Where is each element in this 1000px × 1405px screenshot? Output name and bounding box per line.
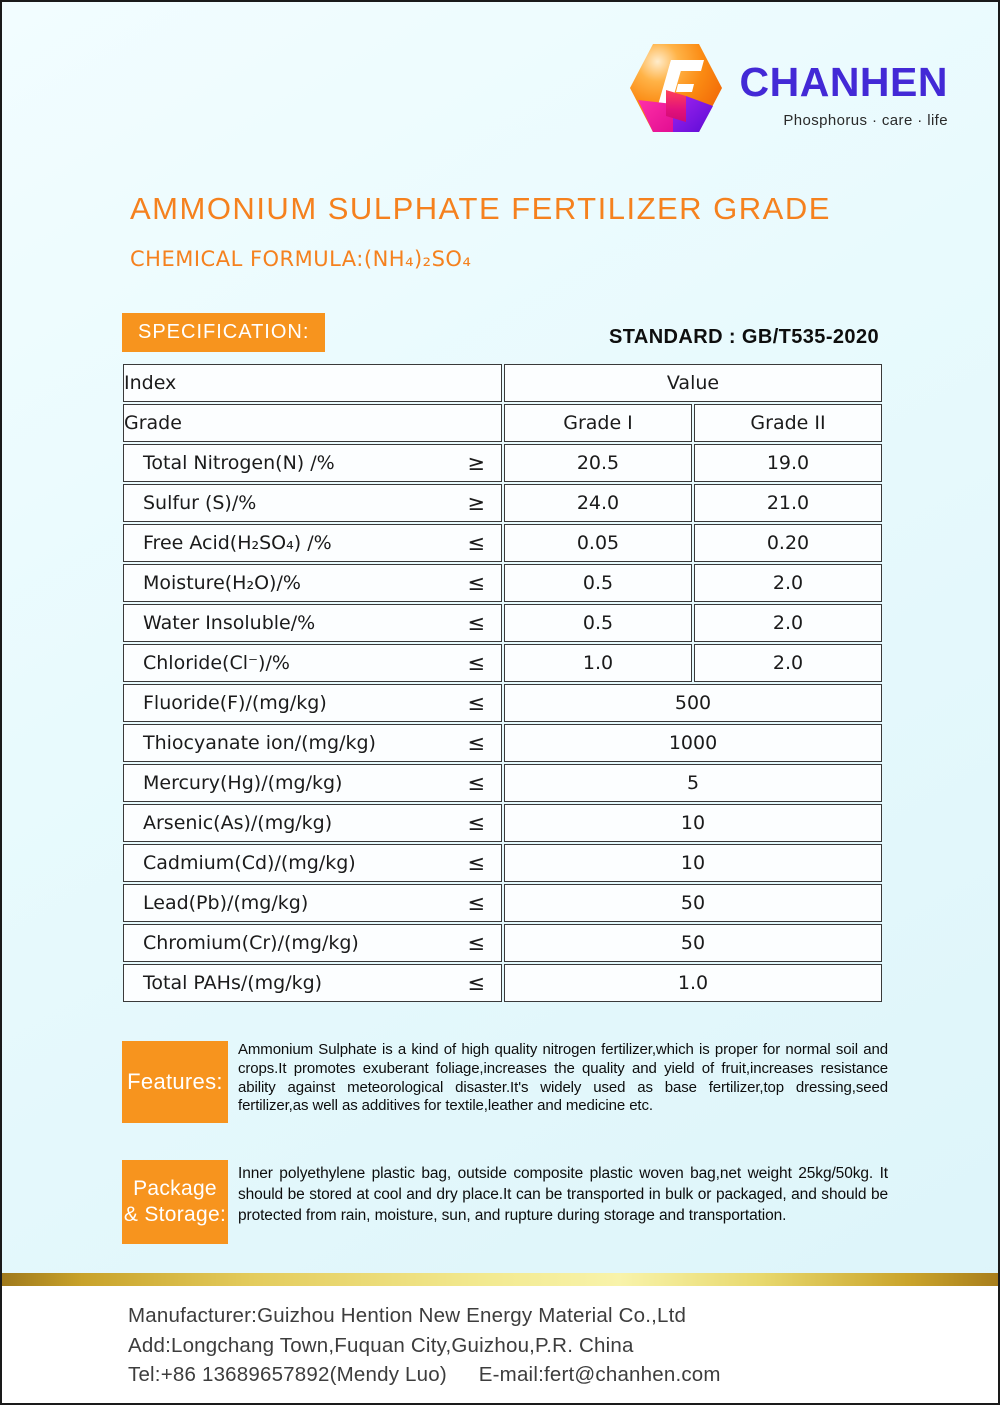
spec-table: [121, 362, 884, 1004]
grade2-value-cell: 2.0: [694, 644, 882, 682]
manufacturer-line: Manufacturer:Guizhou Hention New Energy Material Co.,Ltd: [128, 1304, 687, 1327]
grade2-value-cell: 2.0: [694, 604, 882, 642]
row-label: Total PAHs/(mg/kg): [143, 972, 323, 994]
features-badge: [122, 1041, 228, 1123]
grade1-value-cell: 0.05: [504, 524, 692, 562]
grade1-value-cell: 20.5: [504, 444, 692, 482]
table-row: [123, 964, 882, 1002]
index-cell: [123, 964, 502, 1002]
index-cell: [123, 924, 502, 962]
value-header: Value: [504, 364, 882, 402]
row-label: Lead(Pb)/(mg/kg): [143, 892, 309, 914]
table-row: [123, 604, 882, 642]
grade-label: Grade: [123, 404, 502, 442]
table-row: [123, 484, 882, 522]
comparison-symbol: ≤: [467, 771, 486, 795]
merged-value-cell: 1000: [504, 724, 882, 762]
index-cell: [123, 884, 502, 922]
gold-divider: [2, 1273, 998, 1286]
index-cell: [123, 644, 502, 682]
index-header: Index: [123, 364, 502, 402]
table-row: [123, 844, 882, 882]
features-badge-label: Features:: [127, 1069, 223, 1095]
brand-tagline: Phosphorus · care · life: [783, 112, 948, 129]
comparison-symbol: ≤: [467, 731, 486, 755]
grade1-header: Grade I: [504, 404, 692, 442]
grade2-value-cell: 2.0: [694, 564, 882, 602]
index-cell: [123, 524, 502, 562]
comparison-symbol: ≤: [467, 931, 486, 955]
contact-line: [128, 1360, 998, 1390]
features-text: Ammonium Sulphate is a kind of high quality nitrogen fertilizer,which is proper for normal soil and crops.It promotes exuberant foliage,increases the quality and yield of fruit,increases resistance ability against meteorological disaster.It's widely used as base fertilizer,top dressing,seed fertilizer,as well as additives for textile,leather and medicine etc.: [238, 1041, 888, 1115]
comparison-symbol: ≤: [467, 811, 486, 835]
comparison-symbol: ≤: [467, 691, 486, 715]
grade1-value-cell: 0.5: [504, 564, 692, 602]
row-label: Mercury(Hg)/(mg/kg): [143, 772, 343, 794]
index-cell: [123, 844, 502, 882]
comparison-symbol: ≤: [467, 891, 486, 915]
row-label: Moisture(H₂O)/%: [143, 572, 301, 594]
comparison-symbol: ≤: [467, 571, 486, 595]
table-row: [123, 884, 882, 922]
grade2-value-cell: 0.20: [694, 524, 882, 562]
table-header-row: [123, 364, 882, 402]
table-row: [123, 804, 882, 842]
merged-value-cell: 10: [504, 804, 882, 842]
comparison-symbol: ≤: [467, 531, 486, 555]
row-label: Chromium(Cr)/(mg/kg): [143, 932, 359, 954]
chanhen-logo-icon: [626, 38, 726, 138]
row-label: Fluoride(F)/(mg/kg): [143, 692, 327, 714]
index-cell: [123, 684, 502, 722]
specification-badge: SPECIFICATION:: [122, 313, 325, 352]
row-label: Total Nitrogen(N) /%: [143, 452, 335, 474]
merged-value-cell: 500: [504, 684, 882, 722]
package-storage-text: Inner polyethylene plastic bag, outside composite plastic woven bag,net weight 25kg/50kg. It should be stored at cool and dry place.It can be transported in bulk or packaged, and should be protected from rain, moisture, sun, and rupture during storage and transportation.: [238, 1165, 888, 1224]
grade2-value-cell: 21.0: [694, 484, 882, 522]
table-row: [123, 644, 882, 682]
index-cell: [123, 444, 502, 482]
merged-value-cell: 1.0: [504, 964, 882, 1002]
row-label: Chloride(Cl⁻)/%: [143, 652, 290, 674]
index-cell: [123, 484, 502, 522]
package-badge-line2: & Storage:: [123, 1203, 227, 1226]
grade1-value-cell: 1.0: [504, 644, 692, 682]
grade1-value-cell: 24.0: [504, 484, 692, 522]
address-line: Add:Longchang Town,Fuquan City,Guizhou,P.R. China: [128, 1333, 634, 1357]
row-label: Cadmium(Cd)/(mg/kg): [143, 852, 356, 874]
table-row: [123, 564, 882, 602]
table-row: [123, 684, 882, 722]
row-label: Free Acid(H₂SO₄) /%: [143, 532, 332, 554]
table-row: [123, 724, 882, 762]
comparison-symbol: ≤: [467, 971, 486, 995]
row-label: Sulfur (S)/%: [143, 492, 257, 514]
email-text: E-mail:fert@chanhen.com: [478, 1363, 721, 1386]
grade2-header: Grade II: [694, 404, 882, 442]
comparison-symbol: ≤: [467, 651, 486, 675]
grade-header-row: [123, 404, 882, 442]
brand-header: [626, 38, 949, 138]
standard-label: STANDARD : GB/T535-2020: [608, 326, 879, 348]
table-row: [123, 764, 882, 802]
comparison-symbol: ≤: [467, 851, 486, 875]
comparison-symbol: ≥: [467, 491, 486, 515]
comparison-symbol: ≥: [467, 451, 486, 475]
index-cell: [123, 804, 502, 842]
grade1-value-cell: 0.5: [504, 604, 692, 642]
index-cell: [123, 764, 502, 802]
brand-name: CHANHEN: [739, 59, 948, 105]
table-row: [123, 524, 882, 562]
chemical-formula: CHEMICAL FORMULA:(NH₄)₂SO₄: [130, 247, 472, 271]
merged-value-cell: 50: [504, 884, 882, 922]
package-badge-line1: Package: [133, 1176, 217, 1200]
merged-value-cell: 5: [504, 764, 882, 802]
row-label: Arsenic(As)/(mg/kg): [143, 812, 333, 834]
table-row: [123, 444, 882, 482]
footer: [2, 1286, 998, 1403]
comparison-symbol: ≤: [467, 611, 486, 635]
index-cell: [123, 724, 502, 762]
page-title: AMMONIUM SULPHATE FERTILIZER GRADE: [130, 191, 831, 226]
index-cell: [123, 564, 502, 602]
merged-value-cell: 10: [504, 844, 882, 882]
grade2-value-cell: 19.0: [694, 444, 882, 482]
package-storage-badge: [122, 1160, 228, 1244]
merged-value-cell: 50: [504, 924, 882, 962]
row-label: Thiocyanate ion/(mg/kg): [143, 732, 376, 754]
tel-text: Tel:+86 13689657892(Mendy Luo): [128, 1363, 447, 1386]
index-cell: [123, 604, 502, 642]
table-row: [123, 924, 882, 962]
row-label: Water Insoluble/%: [143, 612, 316, 634]
